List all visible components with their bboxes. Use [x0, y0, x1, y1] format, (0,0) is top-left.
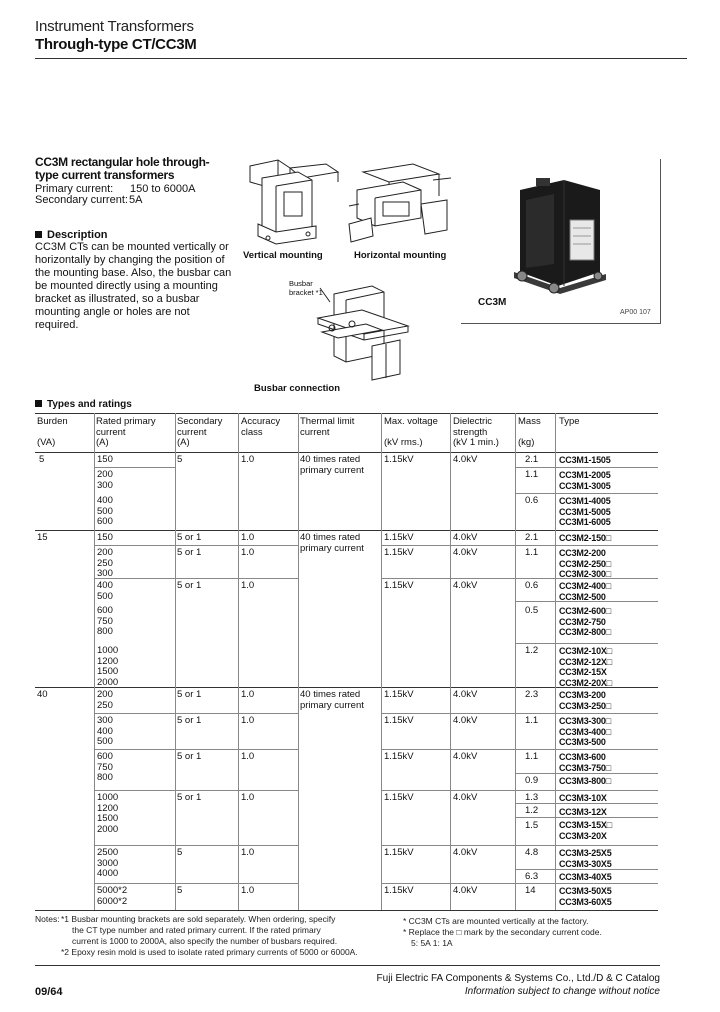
row-rule: [94, 790, 298, 791]
rated-current-cell: [97, 496, 113, 528]
type-value: CC3M3-250□: [559, 700, 611, 711]
type-value: CC3M3-500: [559, 737, 606, 747]
accuracy-cell: 1.0: [241, 454, 255, 465]
header-text: current: [177, 426, 207, 438]
busbar-bracket-note: bracket *1: [289, 288, 323, 297]
rated-current-value: 1500: [97, 813, 119, 824]
footer-notice: Information subject to change without notice: [464, 986, 660, 997]
dielectric-cell: 4.0kV: [453, 847, 478, 858]
note-text: *2 Epoxy resin mold is used to isolate rated primary currents of 5000 or 6000A.: [61, 947, 358, 957]
type-cell: [559, 716, 611, 748]
thermal-text: 40 times rated: [300, 454, 361, 465]
rated-current-value: 400: [97, 580, 113, 591]
secondary-current-cell: 5: [177, 885, 183, 896]
page-number: 09/64: [35, 986, 63, 998]
row-rule: [94, 845, 298, 846]
page-title: Through-type CT/CC3M: [35, 36, 197, 53]
description-heading: [35, 229, 108, 241]
accuracy-cell: 1.0: [241, 847, 255, 858]
type-cell: [559, 690, 611, 711]
rated-current-value: 6000*2: [97, 895, 128, 907]
note-text: *1 Busbar mounting brackets are sold separately. When ordering, specify: [61, 914, 336, 924]
rated-current-cell: [97, 716, 113, 748]
header-text: (kV rms.): [384, 436, 423, 448]
type-value: CC3M2-300□: [559, 569, 611, 579]
vertical-mounting-label: Vertical mounting: [243, 250, 323, 261]
type-value: CC3M3-20X: [559, 830, 607, 841]
voltage-cell: 1.15kV: [384, 751, 414, 762]
voltage-cell: 1.15kV: [384, 715, 414, 726]
type-value: CC3M1-4005: [559, 496, 611, 506]
rated-current-value: 2500: [97, 847, 119, 858]
secondary-current-cell: 5 or 1: [177, 580, 202, 591]
product-title: [35, 156, 209, 182]
thermal-text: primary current: [300, 699, 364, 711]
header-text: Max. voltage: [384, 416, 438, 427]
row-rule: [381, 845, 658, 846]
column-rule: [515, 413, 516, 910]
description-line: horizontally by changing the position of: [35, 254, 225, 266]
column-rule: [450, 413, 451, 910]
type-value: CC3M2-500: [559, 591, 606, 602]
rated-current-value: 500: [97, 505, 113, 517]
header-text: Accuracy: [241, 416, 281, 427]
rated-current-value: 1500: [97, 666, 119, 677]
notes-left: [35, 914, 395, 956]
table-section-rule: [35, 530, 658, 531]
type-value: CC3M2-800□: [559, 627, 611, 637]
type-cell: CC3M2-150□: [559, 533, 611, 543]
type-value: CC3M3-40X5: [559, 872, 612, 882]
header-text: (A): [177, 437, 190, 448]
secondary-current-cell: 5: [177, 847, 183, 858]
secondary-current-cell: 5 or 1: [177, 689, 202, 700]
accuracy-cell: 1.0: [241, 885, 255, 896]
rated-current-value: 5000*2: [97, 885, 128, 896]
rated-current-value: 400: [97, 725, 113, 737]
type-value: CC3M3-50X5: [559, 886, 612, 896]
voltage-cell: 1.15kV: [384, 580, 414, 591]
note-text: * Replace the □ mark by the secondary current code.: [403, 927, 602, 937]
accuracy-cell: 1.0: [241, 689, 255, 700]
row-rule: [94, 467, 175, 468]
thermal-limit-value: [300, 533, 364, 554]
thermal-limit-value: [300, 455, 364, 476]
mass-cell: 1.5: [525, 820, 539, 831]
rated-current-value: 250: [97, 699, 113, 711]
header-rated-current: [96, 417, 156, 449]
type-value: CC3M1-2005: [559, 470, 611, 480]
rated-current-value: 750: [97, 615, 113, 627]
bullet-square-icon: [35, 400, 42, 407]
row-rule: [381, 713, 658, 714]
primary-current-value: 150 to 6000A: [130, 183, 196, 195]
rated-current-cell: [97, 470, 113, 491]
busbar-bracket-label: Busbar: [289, 279, 313, 288]
type-cell: [559, 886, 612, 907]
rated-current-value: 200: [97, 689, 113, 700]
rated-current-cell: 150: [97, 532, 113, 543]
rated-current-cell: [97, 752, 113, 784]
accuracy-cell: 1.0: [241, 547, 255, 558]
burden-value: 5: [39, 454, 45, 465]
column-rule: [298, 413, 299, 910]
type-value: CC3M1-6005: [559, 517, 611, 527]
table-bottom-rule: [35, 910, 658, 911]
mass-cell: 2.3: [525, 689, 539, 700]
dielectric-cell: 4.0kV: [453, 454, 478, 465]
dielectric-cell: 4.0kV: [453, 792, 478, 803]
rated-current-cell: [97, 690, 113, 711]
rated-current-value: 3000: [97, 857, 119, 869]
type-value: CC3M3-60X5: [559, 896, 612, 907]
row-rule: [94, 545, 175, 546]
photo-code: AP00 107: [620, 309, 651, 316]
accuracy-cell: 1.0: [241, 580, 255, 591]
rated-current-value: 500: [97, 590, 113, 602]
type-cell: [559, 606, 611, 638]
rated-current-value: 300: [97, 568, 113, 579]
mass-cell: 1.1: [525, 715, 539, 726]
rated-current-value: 1000: [97, 645, 119, 656]
type-cell: [559, 848, 612, 883]
horizontal-mounting-illustration: [343, 160, 455, 250]
type-cell: [559, 646, 612, 688]
types-ratings-table: [35, 413, 658, 910]
header-mass: [518, 417, 541, 448]
type-value: CC3M2-750: [559, 616, 606, 627]
rated-current-value: 600: [97, 751, 113, 762]
type-value: CC3M2-200: [559, 548, 606, 558]
dielectric-cell: 4.0kV: [453, 689, 478, 700]
header-dielectric: [453, 417, 499, 449]
column-rule: [175, 413, 176, 910]
type-cell: [559, 496, 611, 528]
header-text: (kV 1 min.): [453, 437, 499, 448]
type-value: CC3M2-15X: [559, 667, 607, 677]
type-cell: [559, 793, 612, 841]
type-value: CC3M3-30X5: [559, 858, 612, 869]
header-accuracy: [241, 417, 280, 438]
dielectric-cell: 4.0kV: [453, 715, 478, 726]
mass-cell: 1.1: [525, 751, 539, 762]
note-text: the CT type number and rated primary current. If the rated primary: [72, 925, 321, 935]
header-text: current: [96, 426, 126, 438]
voltage-cell: 1.15kV: [384, 547, 414, 558]
rated-current-cell: [97, 606, 113, 638]
type-value: CC3M3-800□: [559, 776, 611, 786]
type-value: CC3M2-250□: [559, 558, 611, 569]
mass-cell: 1.2: [525, 805, 539, 816]
thermal-text: primary current: [300, 542, 364, 554]
secondary-current-cell: 5 or 1: [177, 715, 202, 726]
description-body: [35, 241, 235, 332]
mass-cell: 0.9: [525, 775, 539, 786]
mass-cell: 1.2: [525, 645, 539, 656]
column-rule: [555, 413, 556, 910]
voltage-cell: 1.15kV: [384, 454, 414, 465]
horizontal-mounting-label: Horizontal mounting: [354, 250, 447, 261]
busbar-connection-label: Busbar connection: [254, 383, 341, 394]
mass-cell: 1.3: [525, 792, 539, 803]
voltage-cell: 1.15kV: [384, 689, 414, 700]
accuracy-cell: 1.0: [241, 751, 255, 762]
note-text: * CC3M CTs are mounted vertically at the factory.: [403, 916, 589, 926]
rated-current-value: 600: [97, 516, 113, 527]
header-text: (A): [96, 437, 109, 448]
type-value: CC3M1-5005: [559, 506, 611, 517]
rated-current-value: 600: [97, 605, 113, 616]
mass-cell: 2.1: [525, 454, 539, 465]
type-cell: [559, 470, 611, 491]
header-text: Dielectric: [453, 416, 493, 427]
rated-current-value: 1200: [97, 655, 119, 667]
table-top-rule: [35, 413, 658, 414]
description-line: mounting angle or holes are not: [35, 306, 190, 318]
rated-current-value: 300: [97, 479, 113, 491]
product-title-line: CC3M rectangular hole through-: [35, 155, 210, 169]
type-value: CC3M3-600: [559, 752, 606, 762]
thermal-text: 40 times rated: [300, 689, 361, 700]
rated-current-value: 2000: [97, 676, 119, 688]
footer-rule: [35, 965, 660, 966]
primary-current-label: Primary current:: [35, 183, 114, 195]
rated-current-cell: [97, 848, 118, 880]
row-rule: [94, 749, 298, 750]
type-value: CC3M2-20X□: [559, 677, 612, 688]
rated-current-value: 1200: [97, 802, 119, 814]
rated-current-value: 4000: [97, 868, 119, 879]
header-rule: [35, 58, 687, 59]
note-text: 5: 5A 1: 1A: [411, 938, 453, 948]
rated-current-value: 2000: [97, 823, 119, 835]
burden-value: 15: [37, 532, 48, 543]
mass-cell: 0.6: [525, 495, 539, 506]
accuracy-cell: 1.0: [241, 792, 255, 803]
row-rule: [381, 883, 658, 884]
rated-current-cell: [97, 581, 113, 602]
rated-current-cell: [97, 886, 127, 907]
dielectric-cell: 4.0kV: [453, 885, 478, 896]
type-value: CC3M3-25X5: [559, 848, 612, 858]
rated-current-cell: [97, 548, 113, 580]
thermal-limit-value: [300, 690, 364, 711]
vertical-mounting-illustration: [238, 158, 350, 250]
header-text: class: [241, 426, 263, 438]
description-line: the mounting base. Also, the busbar can: [35, 267, 232, 279]
rated-current-value: 500: [97, 736, 113, 747]
mass-cell: 4.8: [525, 847, 539, 858]
type-cell: [559, 548, 611, 580]
burden-value: 40: [37, 689, 48, 700]
row-rule: [515, 493, 658, 494]
bullet-square-icon: [35, 231, 42, 238]
header-text: Secondary: [177, 416, 223, 427]
thermal-text: 40 times rated: [300, 532, 361, 543]
mass-cell: 2.1: [525, 532, 539, 543]
type-value: CC3M3-15X□: [559, 820, 612, 830]
header-text: current: [300, 426, 330, 438]
type-value: CC3M3-400□: [559, 726, 611, 737]
secondary-current-label: Secondary current:: [35, 194, 128, 206]
type-value: CC3M1-3005: [559, 480, 611, 491]
accuracy-cell: 1.0: [241, 532, 255, 543]
secondary-current-spec: [35, 194, 143, 206]
secondary-current-value: 5A: [129, 194, 143, 206]
secondary-current-cell: 5 or 1: [177, 751, 202, 762]
rated-current-value: 1000: [97, 792, 119, 803]
header-text: (kg): [518, 436, 535, 448]
header-text: Mass: [518, 416, 541, 427]
type-value: CC3M3-300□: [559, 716, 611, 726]
type-value: CC3M2-10X□: [559, 646, 612, 656]
mass-cell: 0.5: [525, 605, 539, 616]
voltage-cell: 1.15kV: [384, 792, 414, 803]
row-rule: [515, 467, 658, 468]
header-voltage: [384, 417, 438, 448]
rated-current-value: 800: [97, 626, 113, 637]
row-rule: [94, 578, 298, 579]
product-title-line: type current transformers: [35, 168, 175, 182]
description-line: required.: [35, 319, 79, 331]
notes-right: [403, 916, 663, 948]
table-header-rule: [35, 452, 658, 453]
rated-current-cell: 150: [97, 454, 113, 465]
rated-current-value: 250: [97, 557, 113, 569]
description-line: bracket as illustrated, so a busbar: [35, 293, 200, 305]
mass-cell: 1.1: [525, 547, 539, 558]
header-type: Type: [559, 416, 580, 427]
row-rule: [381, 749, 658, 750]
notes-label: Notes:: [35, 914, 60, 924]
type-value: CC3M2-600□: [559, 606, 611, 616]
header-text: Rated primary: [96, 416, 156, 427]
mass-cell: 14: [525, 885, 536, 896]
voltage-cell: 1.15kV: [384, 847, 414, 858]
photo-label: CC3M: [478, 297, 507, 308]
secondary-current-cell: 5 or 1: [177, 792, 202, 803]
voltage-cell: 1.15kV: [384, 885, 414, 896]
type-value: CC3M3-12X: [559, 806, 607, 817]
type-cell: [559, 752, 611, 787]
rated-current-cell: [97, 646, 118, 688]
header-burden: [37, 417, 68, 448]
dielectric-cell: 4.0kV: [453, 751, 478, 762]
types-ratings-heading: [35, 399, 132, 410]
accuracy-cell: 1.0: [241, 715, 255, 726]
types-ratings-heading-text: Types and ratings: [47, 399, 132, 410]
catalog-category: Instrument Transformers: [35, 18, 194, 35]
rated-current-value: 800: [97, 772, 113, 783]
rated-current-cell: [97, 793, 118, 835]
rated-current-value: 400: [97, 495, 113, 506]
type-cell: [559, 581, 611, 602]
row-rule: [175, 545, 298, 546]
rated-current-value: 750: [97, 761, 113, 773]
header-secondary-current: [177, 417, 222, 449]
type-value: CC3M3-10X: [559, 793, 607, 803]
type-value: CC3M2-400□: [559, 581, 611, 591]
cc3m-product-photo: [510, 176, 610, 300]
secondary-current-cell: 5 or 1: [177, 547, 202, 558]
type-cell: CC3M1-1505: [559, 455, 611, 465]
row-rule: [381, 578, 658, 579]
description-line: be mounted directly using a mounting: [35, 280, 218, 292]
rated-current-value: 200: [97, 547, 113, 558]
dielectric-cell: 4.0kV: [453, 532, 478, 543]
row-rule: [381, 545, 658, 546]
mass-cell: 6.3: [525, 871, 539, 882]
type-value: CC3M3-750□: [559, 762, 611, 773]
voltage-cell: 1.15kV: [384, 532, 414, 543]
rated-current-value: 300: [97, 715, 113, 726]
description-heading-text: Description: [47, 229, 108, 241]
busbar-connection-illustration: [312, 284, 412, 384]
row-rule: [515, 643, 658, 644]
note-text: current is 1000 to 2000A, also specify the number of busbars required.: [72, 936, 338, 946]
column-rule: [94, 413, 95, 910]
mass-cell: 1.1: [525, 469, 539, 480]
header-text: strength: [453, 426, 488, 438]
header-text: Burden: [37, 416, 68, 427]
header-thermal: [300, 417, 354, 438]
secondary-current-cell: 5 or 1: [177, 532, 202, 543]
dielectric-cell: 4.0kV: [453, 547, 478, 558]
description-line: CC3M CTs can be mounted vertically or: [35, 241, 229, 253]
header-text: (VA): [37, 436, 56, 448]
column-rule: [238, 413, 239, 910]
type-value: CC3M2-12X□: [559, 656, 612, 667]
row-rule: [94, 713, 298, 714]
row-rule: [94, 883, 298, 884]
mass-cell: 0.6: [525, 580, 539, 591]
type-value: CC3M3-200: [559, 690, 606, 700]
header-text: Thermal limit: [300, 416, 355, 427]
row-rule: [381, 790, 658, 791]
rated-current-value: 200: [97, 469, 113, 480]
dielectric-cell: 4.0kV: [453, 580, 478, 591]
column-rule: [381, 413, 382, 910]
footer-company: Fuji Electric FA Components & Systems Co., Ltd./D & C Catalog: [376, 973, 660, 984]
thermal-text: primary current: [300, 464, 364, 476]
secondary-current-cell: 5: [177, 454, 183, 465]
